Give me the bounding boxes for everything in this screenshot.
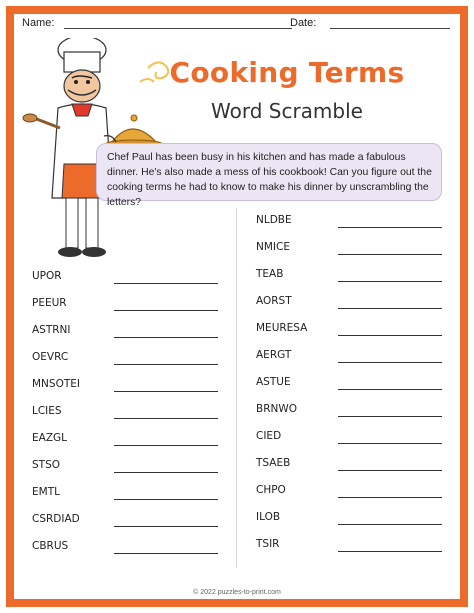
answer-line[interactable] xyxy=(338,443,442,444)
scrambled-word-row xyxy=(256,295,442,311)
scrambled-word-row xyxy=(32,540,218,556)
answer-line[interactable] xyxy=(114,283,218,284)
answer-line[interactable] xyxy=(338,254,442,255)
answer-line[interactable] xyxy=(338,362,442,363)
scrambled-word-row xyxy=(256,322,442,338)
scrambled-word-row xyxy=(256,376,442,392)
scrambled-word-row xyxy=(32,405,218,421)
answer-line[interactable] xyxy=(114,445,218,446)
answer-line[interactable] xyxy=(114,418,218,419)
scrambled-word: AERGT xyxy=(256,349,292,361)
scrambled-word-row xyxy=(32,486,218,502)
answer-line[interactable] xyxy=(338,524,442,525)
page-subtitle: Word Scramble xyxy=(211,99,363,123)
answer-line[interactable] xyxy=(114,499,218,500)
scrambled-word-row xyxy=(256,268,442,284)
scrambled-word: ILOB xyxy=(256,511,281,523)
scrambled-word: ASTRNI xyxy=(32,324,71,336)
scrambled-word: EAZGL xyxy=(32,432,67,444)
scrambled-word: MNSOTEI xyxy=(32,378,80,390)
instructions-box: Chef Paul has been busy in his kitchen and has made a fabulous dinner. He's also made a mess of his cookbook! Can you figure out the cooking terms he had to know to make his dinner by unscrambling the letters? xyxy=(96,143,442,201)
scrambled-word-row xyxy=(32,324,218,340)
scrambled-word-row xyxy=(32,432,218,448)
scrambled-word-row xyxy=(256,457,442,473)
scrambled-word: CHPO xyxy=(256,484,286,496)
scrambled-word-row xyxy=(256,214,442,230)
name-label: Name: xyxy=(22,17,55,29)
scrambled-word-row xyxy=(256,241,442,257)
scrambled-word: OEVRC xyxy=(32,351,69,363)
scrambled-word: UPOR xyxy=(32,270,62,282)
answer-line[interactable] xyxy=(338,281,442,282)
scrambled-word: ASTUE xyxy=(256,376,291,388)
answer-line[interactable] xyxy=(338,227,442,228)
scrambled-word-row xyxy=(32,378,218,394)
scrambled-word: BRNWO xyxy=(256,403,298,415)
scrambled-word-row xyxy=(256,349,442,365)
name-field[interactable] xyxy=(64,28,292,29)
answer-line[interactable] xyxy=(114,310,218,311)
answer-line[interactable] xyxy=(114,526,218,527)
answer-line[interactable] xyxy=(114,553,218,554)
scrambled-word: TEAB xyxy=(256,268,284,280)
copyright-footer: © 2022 puzzles-to-print.com xyxy=(193,589,281,596)
scrambled-word: AORST xyxy=(256,295,292,307)
scrambled-word: MEURESA xyxy=(256,322,308,334)
scrambled-word-row xyxy=(32,270,218,286)
scrambled-word-row xyxy=(32,297,218,313)
scrambled-word-row xyxy=(256,484,442,500)
scrambled-word: LCIES xyxy=(32,405,62,417)
scrambled-word: CIED xyxy=(256,430,282,442)
scrambled-word: TSAEB xyxy=(256,457,291,469)
scrambled-word-row xyxy=(256,403,442,419)
scrambled-word: NLDBE xyxy=(256,214,292,226)
answer-line[interactable] xyxy=(114,337,218,338)
answer-line[interactable] xyxy=(338,551,442,552)
date-label: Date: xyxy=(290,17,317,29)
scrambled-word: PEEUR xyxy=(32,297,67,309)
scrambled-word-row xyxy=(256,511,442,527)
scrambled-word: CSRDIAD xyxy=(32,513,80,525)
column-divider xyxy=(236,208,237,568)
scrambled-word: NMICE xyxy=(256,241,290,253)
scrambled-word-row xyxy=(256,538,442,554)
answer-line[interactable] xyxy=(114,472,218,473)
scrambled-word-row xyxy=(32,351,218,367)
scrambled-word-row xyxy=(32,513,218,529)
answer-line[interactable] xyxy=(114,391,218,392)
name-date-row xyxy=(12,14,462,34)
scrambled-word-row xyxy=(32,459,218,475)
answer-line[interactable] xyxy=(114,364,218,365)
scrambled-word: TSIR xyxy=(256,538,280,550)
answer-line[interactable] xyxy=(338,497,442,498)
scrambled-word-row xyxy=(256,430,442,446)
page-title: Cooking Terms xyxy=(169,56,405,89)
answer-line[interactable] xyxy=(338,335,442,336)
date-field[interactable] xyxy=(330,28,450,29)
answer-line[interactable] xyxy=(338,470,442,471)
answer-line[interactable] xyxy=(338,389,442,390)
scrambled-word: EMTL xyxy=(32,486,60,498)
scrambled-word: CBRUS xyxy=(32,540,69,552)
answer-line[interactable] xyxy=(338,308,442,309)
answer-line[interactable] xyxy=(338,416,442,417)
scrambled-word: STSO xyxy=(32,459,61,471)
